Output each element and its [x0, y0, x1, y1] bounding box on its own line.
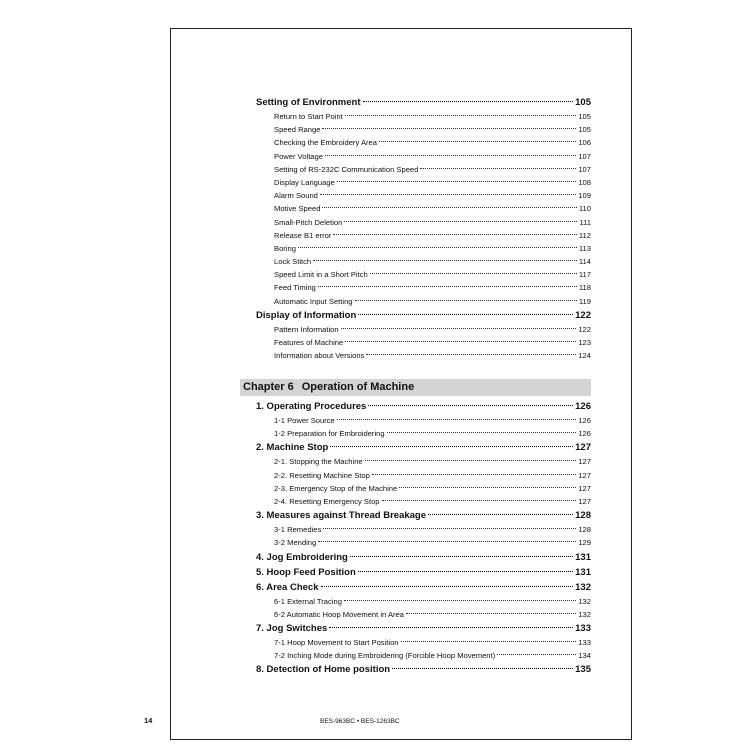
toc-entry-page: 123	[578, 338, 591, 347]
dot-leader	[329, 627, 573, 628]
dot-leader	[401, 641, 577, 642]
toc-entry-page: 110	[578, 204, 591, 214]
dot-leader	[322, 207, 576, 208]
toc-entry-page: 112	[578, 230, 591, 240]
toc-subentry	[256, 595, 591, 608]
toc-entry-title: Display Language	[274, 177, 335, 187]
toc-entry-title: 3. Measures against Thread Breakage	[256, 510, 427, 522]
toc-entry-title: 7-2 Inching Mode during Embroidering (Forcible Hoop Movement)	[274, 651, 496, 661]
toc-entry-page: 111	[579, 217, 591, 227]
dot-leader	[320, 194, 576, 195]
toc-subentry	[256, 242, 591, 255]
dot-leader	[344, 221, 577, 222]
dot-leader	[368, 405, 573, 406]
toc-entry-page: 131	[575, 566, 591, 578]
dot-leader	[313, 260, 577, 261]
toc-subentry	[256, 123, 591, 136]
toc-heading-entry	[256, 565, 591, 580]
toc-entry-page: 127	[578, 496, 591, 506]
dot-leader	[344, 600, 576, 601]
toc-entry-page: 135	[575, 664, 591, 676]
toc-subentry	[256, 469, 591, 482]
toc-entry-title: Automatic Input Setting	[274, 296, 353, 306]
toc-subentry	[256, 323, 591, 336]
toc-entry-page: 106	[578, 138, 591, 148]
toc-entry-title: Information about Versions	[274, 351, 365, 361]
toc-subentry	[256, 281, 591, 294]
dot-leader	[370, 273, 577, 274]
toc-entry-page: 134	[578, 651, 591, 661]
toc-entry-title: Power Voltage	[274, 151, 323, 161]
toc-entry-title: Pattern Information	[274, 324, 339, 334]
toc-heading-entry	[256, 440, 591, 455]
toc-entry-page: 105	[578, 112, 591, 121]
toc-entry-title: Checking the Embroidery Area	[274, 138, 377, 148]
toc-entry-title: 6. Area Check	[256, 581, 319, 593]
toc-subentry	[256, 176, 591, 189]
toc-entry-title: 1. Operating Procedures	[256, 401, 367, 412]
toc-entry-title: 2-3. Emergency Stop of the Machine	[274, 483, 398, 493]
toc-entry-page: 122	[575, 309, 591, 321]
dot-leader	[350, 556, 573, 557]
toc-subentry	[256, 202, 591, 215]
dot-leader	[363, 101, 574, 102]
toc-heading-entry	[256, 508, 591, 523]
toc-entry-title: Display of Information	[256, 309, 357, 321]
toc-heading-entry	[256, 95, 591, 110]
toc-subentry	[256, 523, 591, 536]
toc-entry-title: 2. Machine Stop	[256, 442, 329, 454]
toc-entry-page: 105	[575, 97, 591, 108]
dot-leader	[497, 654, 576, 655]
chapter-heading	[240, 379, 591, 396]
toc-entry-title: 2-1. Stopping the Machine	[274, 457, 363, 467]
dot-leader	[330, 446, 573, 447]
dot-leader	[387, 432, 577, 433]
toc-subentry	[256, 136, 591, 149]
toc-entry-page: 126	[575, 401, 591, 412]
dot-leader	[365, 460, 577, 461]
toc-subentry	[256, 336, 591, 349]
toc-entry-page: 107	[578, 164, 591, 174]
dot-leader	[322, 128, 576, 129]
toc-section-environment	[256, 95, 591, 362]
toc-subentry	[256, 268, 591, 281]
dot-leader	[420, 168, 576, 169]
toc-subentry	[256, 414, 591, 427]
toc-entry-title: 3-2 Mending	[274, 538, 317, 548]
dot-leader	[333, 234, 576, 235]
toc-heading-entry	[256, 621, 591, 636]
toc-entry-title: Setting of RS-232C Communication Speed	[274, 164, 419, 174]
toc-entry-title: Lock Stitch	[274, 257, 312, 267]
toc-heading-entry	[256, 308, 591, 323]
chapter-number: Chapter 6	[243, 381, 294, 393]
toc-subentry	[256, 216, 591, 229]
dot-leader	[379, 141, 576, 142]
toc-entry-page: 118	[578, 283, 591, 293]
dot-leader	[428, 514, 573, 515]
dot-leader	[372, 474, 577, 475]
toc-subentry	[256, 427, 591, 440]
toc-entry-page: 105	[578, 125, 591, 135]
toc-entry-title: 3-1 Remedies	[274, 525, 322, 535]
toc-subentry	[256, 349, 591, 362]
toc-subentry	[256, 636, 591, 649]
dot-leader	[298, 247, 577, 248]
dot-leader	[318, 541, 576, 542]
toc-entry-page: 119	[578, 296, 591, 306]
toc-heading-entry	[256, 662, 591, 677]
toc-entry-title: Speed Limit in a Short Pitch	[274, 270, 368, 280]
dot-leader	[358, 314, 573, 315]
toc-entry-title: 5. Hoop Feed Position	[256, 566, 356, 578]
toc-entry-title: Release B1 error	[274, 230, 332, 240]
toc-subentry	[256, 150, 591, 163]
dot-leader	[399, 487, 576, 488]
toc-entry-title: 4. Jog Embroidering	[256, 551, 348, 563]
toc-entry-title: Return to Start Point	[274, 112, 343, 121]
toc-entry-title: 2-4. Resetting Emergency Stop	[274, 496, 380, 506]
toc-entry-page: 107	[578, 151, 591, 161]
toc-subentry	[256, 163, 591, 176]
toc-entry-page: 113	[578, 243, 591, 253]
toc-entry-page: 127	[575, 442, 591, 454]
toc-entry-page: 126	[578, 429, 591, 439]
dot-leader	[318, 286, 577, 287]
toc-subentry	[256, 189, 591, 202]
toc-entry-title: Small-Pitch Deletion	[274, 217, 343, 227]
toc-entry-title: Boring	[274, 243, 296, 253]
toc-entry-page: 126	[578, 416, 591, 425]
toc-entry-page: 132	[578, 609, 591, 619]
dot-leader	[358, 571, 573, 572]
toc-entry-page: 127	[578, 470, 591, 480]
toc-entry-page: 132	[578, 596, 591, 606]
toc-subentry	[256, 295, 591, 308]
dot-leader	[382, 500, 577, 501]
toc-entry-page: 128	[575, 510, 591, 522]
toc-entry-page: 114	[578, 257, 591, 267]
toc-entry-title: 6-2 Automatic Hoop Movement in Area	[274, 609, 405, 619]
toc-entry-title: 7-1 Hoop Movement to Start Position	[274, 637, 399, 647]
toc-entry-page: 127	[578, 483, 591, 493]
toc-entry-title: 1-1 Power Source	[274, 416, 335, 425]
dot-leader	[406, 613, 576, 614]
toc-entry-page: 133	[575, 622, 591, 634]
document-page	[170, 28, 632, 740]
dot-leader	[337, 181, 577, 182]
toc-entry-page: 127	[578, 457, 591, 467]
toc-entry-title: 1-2 Preparation for Embroidering	[274, 429, 385, 439]
toc-entry-page: 131	[575, 551, 591, 563]
toc-entry-page: 124	[578, 351, 591, 361]
toc-entry-title: Setting of Environment	[256, 97, 361, 108]
dot-leader	[323, 528, 576, 529]
toc-subentry	[256, 495, 591, 508]
toc-subentry	[256, 229, 591, 242]
footer-model-text: BES-963BC • BES-1263BC	[320, 718, 400, 725]
toc-entry-page: 109	[578, 191, 591, 201]
dot-leader	[345, 341, 576, 342]
dot-leader	[321, 586, 574, 587]
toc-entry-title: 6-1 External Tracing	[274, 596, 342, 606]
toc-entry-title: 2-2. Resetting Machine Stop	[274, 470, 370, 480]
toc-entry-page: 122	[578, 324, 591, 334]
toc-subentry	[256, 649, 591, 662]
toc-entry-title: 7. Jog Switches	[256, 622, 328, 634]
dot-leader	[355, 300, 577, 301]
page-number: 14	[144, 716, 153, 725]
toc-heading-entry	[256, 550, 591, 565]
toc-subentry	[256, 255, 591, 268]
dot-leader	[366, 354, 576, 355]
toc-entry-title: Feed Timing	[274, 283, 316, 293]
toc-entry-title: Alarm Sound	[274, 191, 318, 201]
chapter-title: Operation of Machine	[301, 381, 415, 393]
toc-entry-page: 129	[578, 538, 591, 548]
dot-leader	[392, 668, 573, 669]
toc-entry-page: 117	[578, 270, 591, 280]
toc-section-chapter6	[243, 379, 591, 677]
dot-leader	[341, 328, 577, 329]
toc-heading-entry	[256, 580, 591, 595]
toc-heading-entry	[256, 399, 591, 414]
toc-entry-title: Motive Speed	[274, 204, 321, 214]
toc-subentry	[256, 536, 591, 549]
toc-entry-title: 8. Detection of Home position	[256, 664, 391, 676]
dot-leader	[345, 115, 577, 116]
dot-leader	[325, 155, 576, 156]
toc-subentry	[256, 482, 591, 495]
toc-subentry	[256, 608, 591, 621]
dot-leader	[337, 419, 577, 420]
toc-entry-title: Speed Range	[274, 125, 321, 135]
toc-entry-page: 128	[578, 525, 591, 535]
toc-entry-page: 133	[578, 637, 591, 647]
toc-entry-title: Features of Machine	[274, 338, 344, 347]
toc-entry-page: 132	[575, 581, 591, 593]
toc-entry-page: 108	[578, 177, 591, 187]
toc-subentry	[256, 110, 591, 123]
toc-subentry	[256, 455, 591, 468]
